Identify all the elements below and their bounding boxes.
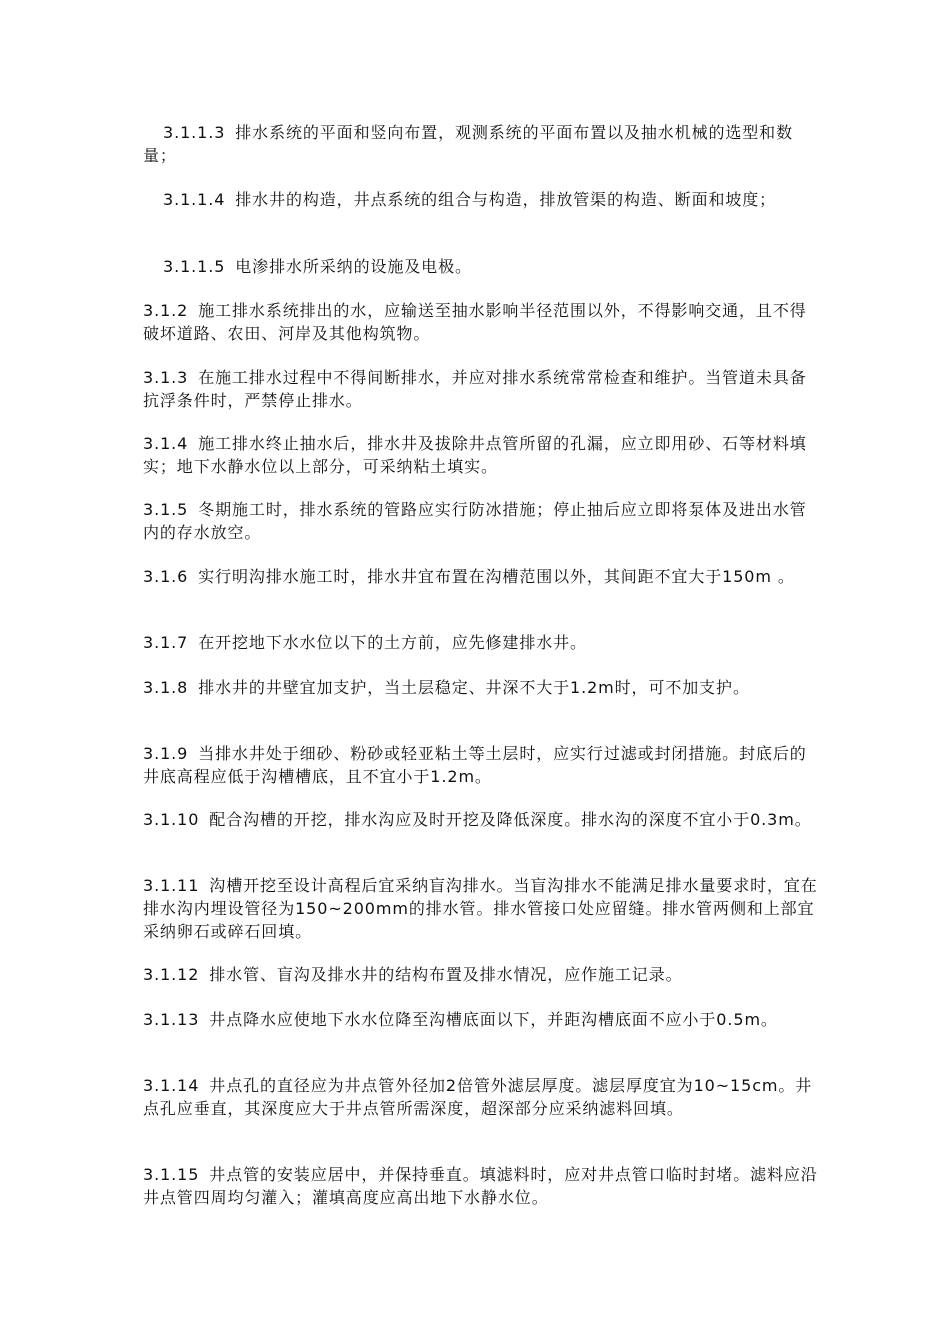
clause-text: 配合沟槽的开挖，排水沟应及时开挖及降低深度。排水沟的深度不宜小于0.3m。 [209,810,812,829]
clause-text: 施工排水终止抽水后，排水井及拔除井点管所留的孔漏，应立即用砂、石等材料填实；地下水静水位以上部分，可采纳粘土填实。 [143,434,807,476]
clause-3-1-13 [143,1008,818,1031]
clause-number: 3.1.12 [143,965,200,984]
clause-text: 井点管的安装应居中，并保持垂直。填滤料时，应对井点管口临时封堵。滤料应沿井点管四周均匀灌入；灌填高度应高出地下水静水位。 [143,1165,818,1207]
clause-text: 排水井的井壁宜加支护，当土层稳定、井深不大于1.2m时，可不加支护。 [198,678,750,697]
clause-3-1-1-4 [143,188,818,211]
clause-number: 3.1.1.5 [163,257,226,276]
clause-number: 3.1.11 [143,876,200,895]
clause-number: 3.1.3 [143,368,189,387]
clause-3-1-7 [143,631,818,654]
clause-text: 当排水井处于细砂、粉砂或轻亚粘土等土层时，应实行过滤或封闭措施。封底后的井底高程应低于沟槽槽底，且不宜小于1.2m。 [143,744,807,786]
clause-3-1-15 [143,1163,818,1209]
clause-text: 排水井的构造，井点系统的组合与构造，排放管渠的构造、断面和坡度； [235,190,777,209]
clause-3-1-14 [143,1074,818,1120]
clause-text: 实行明沟排水施工时，排水井宜布置在沟槽范围以外，其间距不宜大于150m 。 [198,567,795,586]
clause-text: 井点降水应使地下水水位降至沟槽底面以下，并距沟槽底面不应小于0.5m。 [209,1010,778,1029]
clause-3-1-8 [143,676,818,699]
clause-number: 3.1.1.3 [163,123,226,142]
clause-text: 在施工排水过程中不得间断排水，并应对排水系统常常检查和维护。当管道未具备抗浮条件时，严禁停止排水。 [143,368,807,410]
clause-number: 3.1.4 [143,434,189,453]
clause-3-1-11 [143,874,818,943]
clause-text: 在开挖地下水水位以下的土方前，应先修建排水井。 [198,633,587,652]
clause-number: 3.1.8 [143,678,189,697]
clause-text: 排水管、盲沟及排水井的结构布置及排水情况，应作施工记录。 [209,965,683,984]
clause-3-1-1-3 [143,121,818,167]
clause-3-1-12 [143,963,818,986]
clause-text: 施工排水系统排出的水，应输送至抽水影响半径范围以外，不得影响交通，且不得破坏道路、农田、河岸及其他构筑物。 [143,301,807,343]
clause-text: 井点孔的直径应为井点管外径加2倍管外滤层厚度。滤层厚度宜为10~15cm。井点孔应垂直，其深度应大于井点管所需深度，超深部分应采纳滤料回填。 [143,1076,813,1118]
clause-3-1-9 [143,742,818,788]
clause-number: 3.1.14 [143,1076,200,1095]
clause-text: 冬期施工时，排水系统的管路应实行防冰措施；停止抽后应立即将泵体及进出水管内的存水放空。 [143,500,807,542]
clause-number: 3.1.5 [143,500,189,519]
clause-number: 3.1.9 [143,744,189,763]
clause-3-1-6 [143,565,818,588]
clause-text: 电渗排水所采纳的设施及电极。 [235,257,472,276]
clause-3-1-10 [143,808,818,831]
clause-3-1-1-5 [143,255,818,278]
clause-text: 沟槽开挖至设计高程后宜采纳盲沟排水。当盲沟排水不能满足排水量要求时，宜在排水沟内埋设管径为150~200mm的排水管。排水管接口处应留缝。排水管两侧和上部宜采纳卵石或碎石回填。 [143,876,818,941]
clause-number: 3.1.15 [143,1165,200,1184]
clause-number: 3.1.1.4 [163,190,226,209]
clause-3-1-5 [143,498,818,544]
clause-3-1-4 [143,432,818,478]
clause-number: 3.1.13 [143,1010,200,1029]
clause-text: 排水系统的平面和竖向布置，观测系统的平面布置以及抽水机械的选型和数量； [143,123,793,165]
clause-number: 3.1.2 [143,301,189,320]
clause-number: 3.1.7 [143,633,189,652]
clause-number: 3.1.10 [143,810,200,829]
clause-3-1-2 [143,299,818,345]
clause-3-1-3 [143,366,818,412]
clause-number: 3.1.6 [143,567,189,586]
